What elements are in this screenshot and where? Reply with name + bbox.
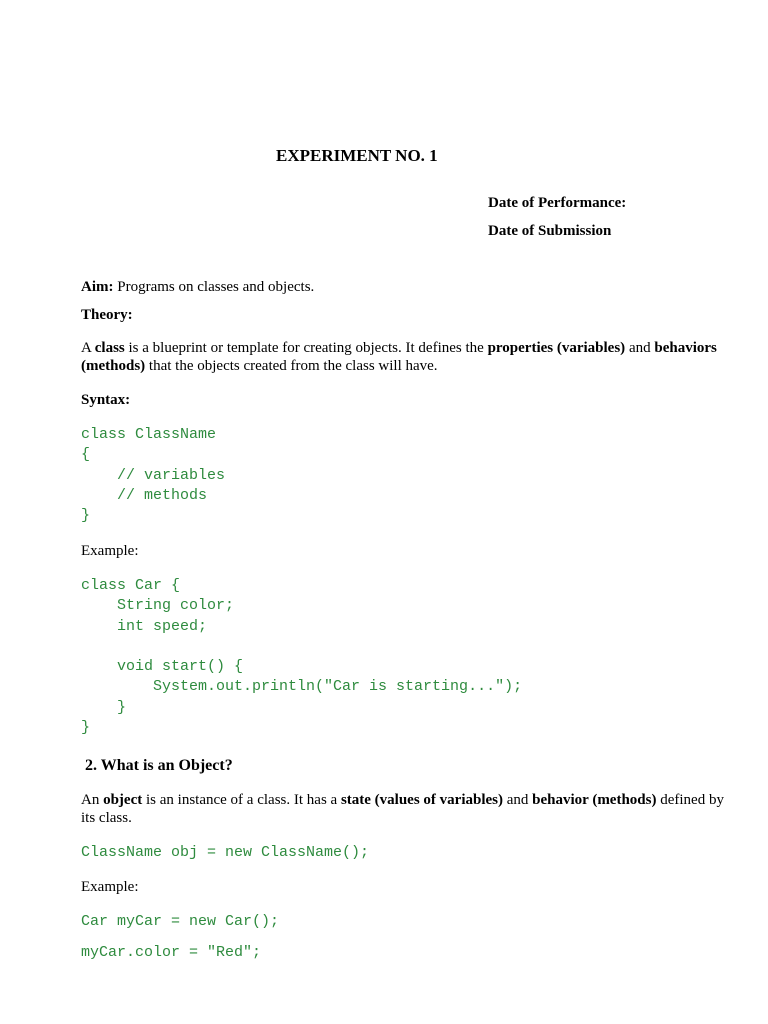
para-bold: class (94, 340, 125, 356)
para-text: is a blueprint or template for creating objects. It defines the (124, 340, 488, 356)
theory-label-text: Theory: (81, 307, 133, 323)
syntax-label (81, 391, 130, 409)
para-text: defined by its class. (81, 792, 724, 826)
car-class-code-block: class Car { String color; int speed; void start() { System.out.println("Car is starting..."); } } (81, 577, 523, 737)
object-creation-code: ClassName obj = new ClassName(); (81, 844, 370, 861)
example-code-line: Car myCar = new Car(); (81, 913, 280, 930)
class-definition-paragraph (81, 339, 731, 375)
aim-text: Programs on classes and objects. (113, 279, 315, 295)
para-bold: behaviors (methods) (81, 340, 717, 374)
example-code-line: myCar.color = "Red"; (81, 944, 262, 961)
para-bold: behavior (methods) (532, 792, 657, 808)
para-bold: object (103, 792, 143, 808)
para-text: An (81, 792, 104, 808)
theory-label (81, 306, 133, 324)
syntax-label-text: Syntax: (81, 392, 131, 408)
para-text: is an instance of a class. It has a (142, 792, 341, 808)
para-bold: properties (variables) (487, 340, 626, 356)
experiment-title: EXPERIMENT NO. 1 (276, 146, 438, 165)
aim-label: Aim: (81, 279, 114, 295)
example-label: Example: (81, 543, 139, 559)
date-of-submission-label: Date of Submission (488, 223, 612, 239)
para-text: that the objects created from the class will have. (145, 358, 438, 374)
syntax-code-block: class ClassName { // variables // methods } (81, 426, 226, 525)
para-text: and (503, 792, 533, 808)
example-label: Example: (81, 879, 139, 895)
object-definition-paragraph (81, 791, 731, 827)
para-text: A (81, 340, 95, 356)
para-text: and (625, 340, 655, 356)
date-of-performance-label: Date of Performance: (488, 195, 627, 211)
section-heading-object: 2. What is an Object? (85, 757, 233, 774)
para-bold: state (values of variables) (340, 792, 503, 808)
aim-line (81, 278, 314, 296)
